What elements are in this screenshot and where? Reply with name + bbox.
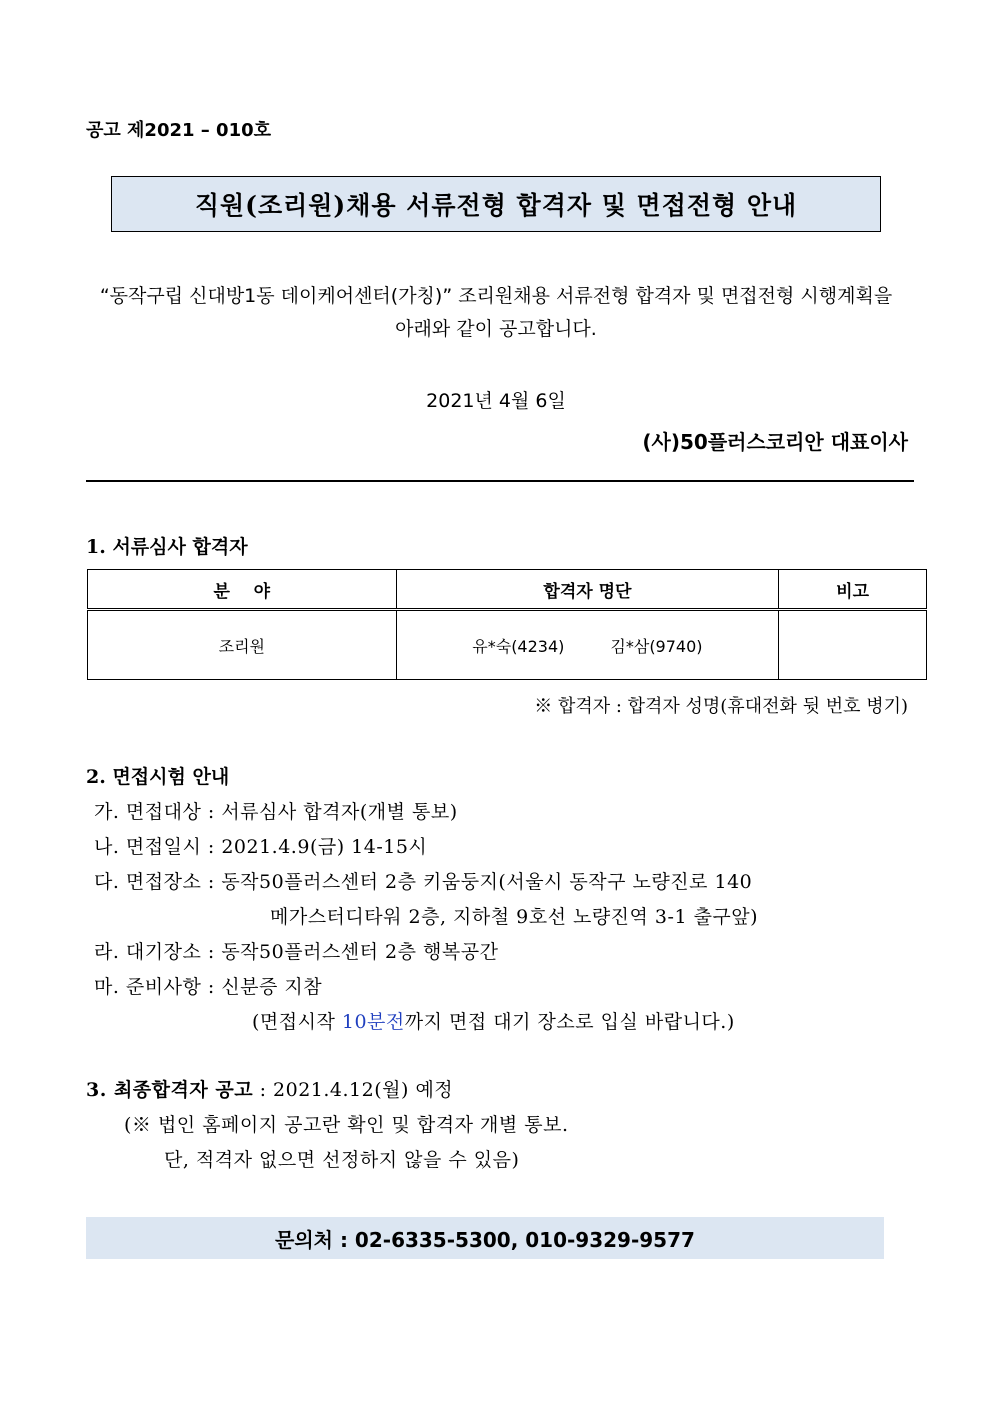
notice-number: 공고 제2021 – 010호 bbox=[86, 120, 272, 141]
interview-location: 다. 면접장소 : 동작50플러스센터 2층 키움둥지(서울시 동작구 노량진로 140 bbox=[94, 871, 753, 893]
table-row bbox=[88, 610, 927, 680]
organization-signature: (사)50플러스코리안 대표이사 bbox=[642, 430, 908, 454]
intro-paragraph bbox=[60, 280, 932, 346]
waiting-location: 라. 대기장소 : 동작50플러스센터 2층 행복공간 bbox=[94, 941, 499, 963]
divider bbox=[86, 480, 914, 482]
cell-names bbox=[396, 610, 779, 680]
section3-note-1: (※ 법인 홈페이지 공고란 확인 및 합격자 개별 통보. bbox=[124, 1114, 569, 1136]
passer-name-2: 김*삼(9740) bbox=[610, 636, 703, 656]
section1-title: 1. 서류심사 합격자 bbox=[86, 536, 248, 558]
header-remark: 비고 bbox=[779, 570, 927, 610]
contact-box bbox=[86, 1217, 884, 1259]
prep-note-after: 까지 면접 대기 장소로 입실 바랍니다.) bbox=[404, 1011, 735, 1033]
document-title: 직원(조리원)채용 서류전형 합격자 및 면접전형 안내 bbox=[194, 191, 798, 220]
notice-date: 2021년 4월 6일 bbox=[426, 390, 566, 412]
section2-title: 2. 면접시험 안내 bbox=[86, 766, 230, 788]
interview-datetime: 나. 면접일시 : 2021.4.9(금) 14-15시 bbox=[94, 836, 428, 858]
preparation: 마. 준비사항 : 신분증 지참 bbox=[94, 976, 323, 998]
pass-list-note: ※ 합격자 : 합격자 성명(휴대전화 뒷 번호 병기) bbox=[534, 696, 908, 717]
prep-note-before: (면접시작 bbox=[252, 1011, 342, 1033]
preparation-note bbox=[252, 1007, 735, 1034]
prep-note-highlight: 10분전 bbox=[341, 1011, 405, 1033]
cell-remark bbox=[779, 610, 927, 680]
cell-field: 조리원 bbox=[88, 610, 397, 680]
contact-info: 문의처 : 02-6335-5300, 010-9329-9577 bbox=[275, 1227, 695, 1252]
section3-note-2: 단, 적격자 없으면 선정하지 않을 수 있음) bbox=[164, 1149, 520, 1171]
document-title-box bbox=[111, 176, 881, 232]
passer-name-1: 유*숙(4234) bbox=[472, 636, 565, 656]
intro-line-2: 아래와 같이 공고합니다. bbox=[395, 318, 597, 340]
header-field: 분 야 bbox=[88, 570, 397, 610]
section3-title bbox=[86, 1075, 453, 1102]
section3-title-rest: : 2021.4.12(월) 예정 bbox=[253, 1079, 454, 1101]
interview-target: 가. 면접대상 : 서류심사 합격자(개별 통보) bbox=[94, 801, 458, 823]
intro-line-1: “동작구립 신대방1동 데이케어센터(가칭)” 조리원채용 서류전형 합격자 및 면접전형 시행계획을 bbox=[99, 285, 893, 307]
interview-location-cont: 메가스터디타워 2층, 지하철 9호선 노량진역 3-1 출구앞) bbox=[270, 906, 759, 928]
table-header-row bbox=[88, 570, 927, 610]
pass-list-table bbox=[87, 569, 927, 680]
header-pass-list: 합격자 명단 bbox=[396, 570, 779, 610]
section3-title-bold: 3. 최종합격자 공고 bbox=[86, 1079, 254, 1101]
